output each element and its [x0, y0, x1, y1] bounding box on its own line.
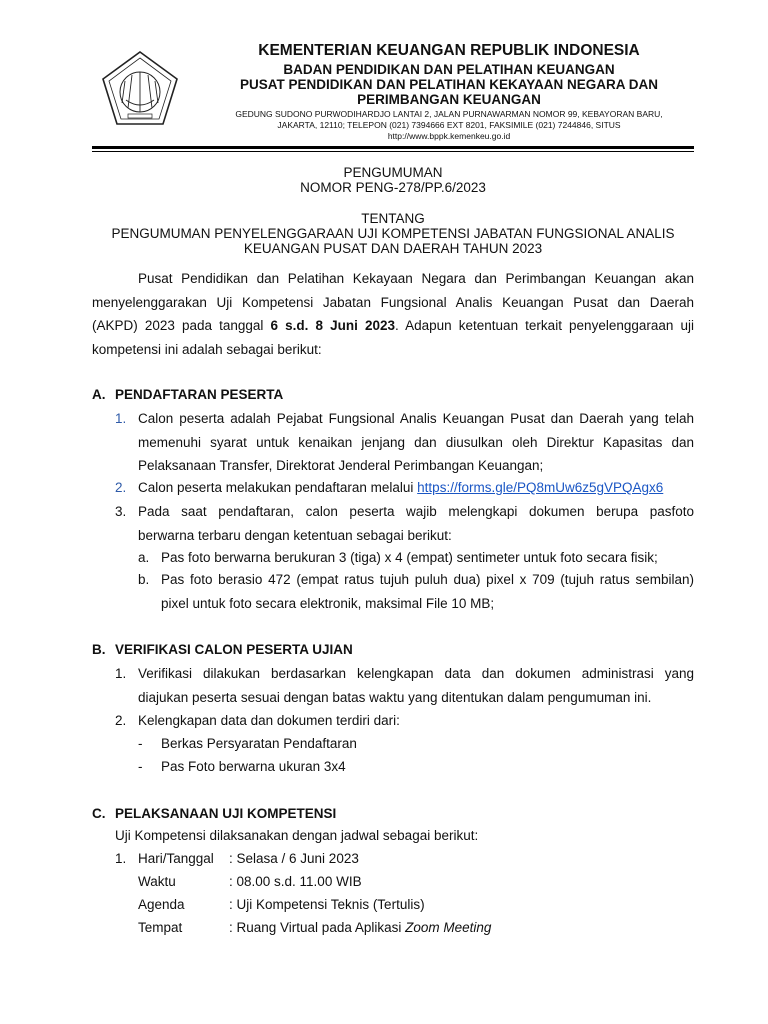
section-c-title: PELAKSANAAN UJI KOMPETENSI — [115, 806, 337, 821]
section-b-item2 — [115, 709, 694, 733]
dash2-text: Pas Foto berwarna ukuran 3x4 — [161, 759, 346, 774]
sub-list-mark: a. — [138, 550, 150, 565]
subject-line1: PENGUMUMAN PENYELENGGARAAN UJI KOMPETENSI JABATAN FUNGSIONAL ANALIS — [111, 226, 675, 241]
dash1-text: Berkas Persyaratan Pendaftaran — [161, 736, 357, 751]
section-a-item1-line1: Calon peserta adalah Pejabat Fungsional Analis Keuangan Pusat dan Daerah yang telah — [138, 411, 694, 426]
list-number: 2. — [115, 713, 127, 728]
letterhead — [92, 40, 694, 150]
section-b-item1 — [115, 662, 694, 709]
intro-line3-post: . Adapun ketentuan terkait penyelenggaraan uji — [395, 318, 694, 333]
announcement-about: TENTANG — [361, 211, 425, 226]
section-b-title: VERIFIKASI CALON PESERTA UJIAN — [115, 642, 353, 657]
section-a-mark: A. — [92, 387, 106, 402]
schedule-label-date: Hari/Tanggal — [138, 851, 214, 866]
dash-mark: - — [138, 736, 143, 751]
section-a-sub-b — [138, 568, 694, 615]
schedule-label-place: Tempat — [138, 920, 183, 935]
section-c-mark: C. — [92, 806, 106, 821]
list-number: 1. — [115, 851, 127, 866]
agency-name: BADAN PENDIDIKAN DAN PELATIHAN KEUANGAN — [283, 62, 615, 77]
schedule-value-date: : Selasa / 6 Juni 2023 — [229, 851, 359, 866]
schedule-value-place — [229, 918, 491, 938]
ministry-name: KEMENTERIAN KEUANGAN REPUBLIK INDONESIA — [258, 42, 640, 59]
schedule-label-agenda: Agenda — [138, 897, 185, 912]
subject-line2: KEUANGAN PUSAT DAN DAERAH TAHUN 2023 — [243, 241, 543, 256]
announcement-number: NOMOR PENG-278/PP.6/2023 — [300, 180, 486, 195]
section-a-item1 — [115, 407, 694, 478]
center-name-line1: PUSAT PENDIDIKAN DAN PELATIHAN KEKAYAAN NEGARA DAN — [239, 77, 659, 92]
section-a-heading — [92, 385, 283, 405]
section-b-dash2 — [138, 755, 694, 779]
section-b-dash1 — [138, 732, 694, 756]
section-a-item3-line1: Pada saat pendaftaran, calon peserta wajib melengkapi dokumen berupa pasfoto — [138, 504, 694, 519]
section-a-title: PENDAFTARAN PESERTA — [115, 387, 284, 402]
address-block — [204, 109, 694, 142]
address-line2: JAKARTA, 12110; TELEPON (021) 7394666 EXT 8201, FAKSIMILE (021) 7244846, SITUS — [277, 120, 621, 130]
list-number: 3. — [115, 504, 127, 519]
dash-mark: - — [138, 759, 143, 774]
place-pre: : Ruang Virtual pada Aplikasi — [229, 920, 406, 935]
section-c-intro: Uji Kompetensi dilaksanakan dengan jadwal sebagai berikut: — [115, 828, 479, 843]
section-b-item2-text: Kelengkapan data dan dokumen terdiri dari: — [138, 713, 400, 728]
section-a-sub-a-text: Pas foto berwarna berukuran 3 (tiga) x 4 (empat) sentimeter untuk foto secara fisik; — [161, 550, 658, 565]
intro-line3-pre: (AKPD) 2023 pada tanggal — [92, 318, 271, 333]
sub-list-mark: b. — [138, 572, 150, 587]
exam-date: 6 s.d. 8 Juni 2023 — [270, 318, 396, 333]
section-a-item3-line2: berwarna terbaru dengan ketentuan sebagai berikut: — [138, 527, 452, 543]
section-a-item1-line3: Pelaksanaan Transfer, Direktorat Jenderal Perimbangan Keuangan; — [138, 458, 544, 473]
announcement-header — [92, 165, 694, 195]
center-name-line2: PERIMBANGAN KEUANGAN — [357, 92, 541, 107]
letterhead-rule-thin — [92, 151, 694, 152]
intro-paragraph — [92, 267, 694, 361]
letterhead-rule-thick — [92, 146, 694, 149]
place-app: Zoom Meeting — [405, 920, 492, 935]
schedule-value-time: : 08.00 s.d. 11.00 WIB — [229, 874, 362, 889]
intro-line3 — [92, 314, 694, 338]
registration-form-link[interactable]: https://forms.gle/PQ8mUw6z5gVPQAgx6 — [417, 480, 664, 495]
section-a-sub-a — [138, 546, 694, 570]
intro-line4: kompetensi ini adalah sebagai berikut: — [92, 341, 322, 357]
kemenkeu-emblem-icon — [98, 48, 182, 132]
section-a-item2 — [115, 476, 694, 500]
intro-line2: menyelenggarakan Uji Kompetensi Jabatan Fungsional Analis Keuangan Pusat dan Daerah — [92, 294, 694, 310]
list-number: 1. — [115, 666, 127, 681]
list-number: 1. — [115, 411, 127, 426]
section-c-heading — [92, 804, 336, 824]
section-a-sub-b-line1: Pas foto berasio 472 (empat ratus tujuh puluh dua) pixel x 709 (tujuh ratus sembilan) — [161, 572, 694, 587]
address-line1: GEDUNG SUDONO PURWODIHARDJO LANTAI 2, JALAN PURNAWARMAN NOMOR 99, KEBAYORAN BARU, — [235, 109, 663, 119]
section-a-item2-text: Calon peserta melakukan pendaftaran melalui — [138, 480, 418, 495]
section-a-sub-b-line2: pixel untuk foto secara elektronik, maksimal File 10 MB; — [161, 595, 495, 611]
letterhead-text — [204, 40, 694, 142]
schedule-value-agenda: : Uji Kompetensi Teknis (Tertulis) — [229, 897, 425, 912]
schedule-label-time: Waktu — [138, 874, 176, 889]
section-a-item1-line2: memenuhi syarat untuk kenaikan jenjang dan diusulkan oleh Direktur Kapasitas dan — [138, 434, 694, 450]
section-b-item1-line1: Verifikasi dilakukan berdasarkan kelengkapan data dan dokumen administrasi yang — [138, 666, 694, 681]
section-b-mark: B. — [92, 642, 106, 657]
section-b-heading — [92, 640, 353, 660]
announcement-subject — [92, 211, 694, 256]
section-b-item1-line2: diajukan peserta sesuai dengan batas waktu yang ditentukan dalam pengumuman ini. — [138, 689, 652, 705]
intro-line1: Pusat Pendidikan dan Pelatihan Kekayaan Negara dan Perimbangan Keuangan akan — [138, 271, 694, 286]
section-a-item3 — [115, 500, 694, 547]
list-number: 2. — [115, 480, 127, 495]
announcement-label: PENGUMUMAN — [343, 165, 443, 180]
address-line3: http://www.bppk.kemenkeu.go.id — [387, 131, 511, 141]
